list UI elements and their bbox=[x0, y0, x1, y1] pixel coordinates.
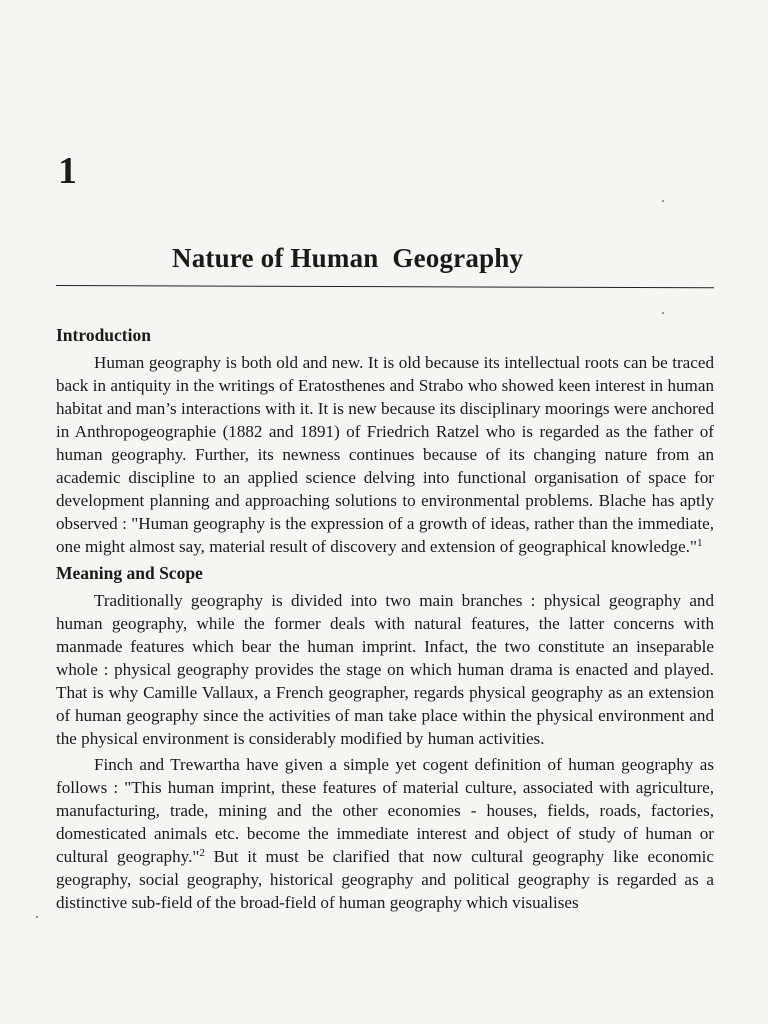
footnote-ref: 1 bbox=[697, 537, 703, 549]
page-body bbox=[56, 324, 714, 914]
scan-speck bbox=[662, 200, 664, 202]
scan-speck bbox=[36, 916, 38, 918]
footnote-ref: 2 bbox=[199, 847, 205, 859]
section-heading-introduction: Introduction bbox=[56, 325, 151, 345]
title-rule bbox=[56, 285, 714, 288]
paragraph bbox=[56, 753, 714, 914]
scan-speck bbox=[662, 312, 664, 314]
section-heading-meaning-and-scope: Meaning and Scope bbox=[56, 563, 203, 583]
paragraph-text: Human geography is both old and new. It is old because its intellectual roots can be traced back in antiquity in the writings of Eratosthenes and Strabo who showed keen interest in human habitat and man’s interactions with it. It is new because its disciplinary moorings were anchored in Anthropogeographie (1882 and 1891) of Friedrich Ratzel who is regarded as the father of human geography. Further, its newness continues because of its changing nature from an academic discipline to an applied science delving into functional organisation of space for development planning and approaching solutions to environmental problems. Blache has aptly observed : "Human geography is the expression of a growth of ideas, rather than the immediate, one might almost say, material result of discovery and extension of geographical knowledge." bbox=[56, 353, 714, 556]
paragraph-continuation: But it must be clarified that now cultural geography like economic geography, social geography, historical geography and political geography is regarded as a distinctive sub-field of the broad-field of human geography which visualises bbox=[56, 847, 714, 912]
chapter-title: Nature of Human Geography bbox=[172, 243, 524, 273]
paragraph bbox=[56, 351, 714, 558]
paragraph-text: Traditionally geography is divided into two main branches : physical geography and human geography, while the former deals with natural features, the latter concerns with manmade features which bear the human imprint. Infact, the two constitute an inseparable whole : physical geography provides the stage on which human drama is enacted and played. That is why Camille Vallaux, a French geographer, regards physical geography as an extension of human geography since the activities of man take place within the physical environment and the physical environment is considerably modified by human activities. bbox=[56, 591, 714, 748]
paragraph-text: Finch and Trewartha have given a simple yet cogent definition of human geography as follows : "This human imprint, these features of material culture, associated with agriculture, manufacturing, trade, mining and the other economies - houses, fields, roads, factories, domesticated animals etc. become the immediate interest and object of study of human or cultural geography." bbox=[56, 755, 714, 866]
chapter-number: 1 bbox=[58, 150, 77, 192]
paragraph bbox=[56, 589, 714, 750]
